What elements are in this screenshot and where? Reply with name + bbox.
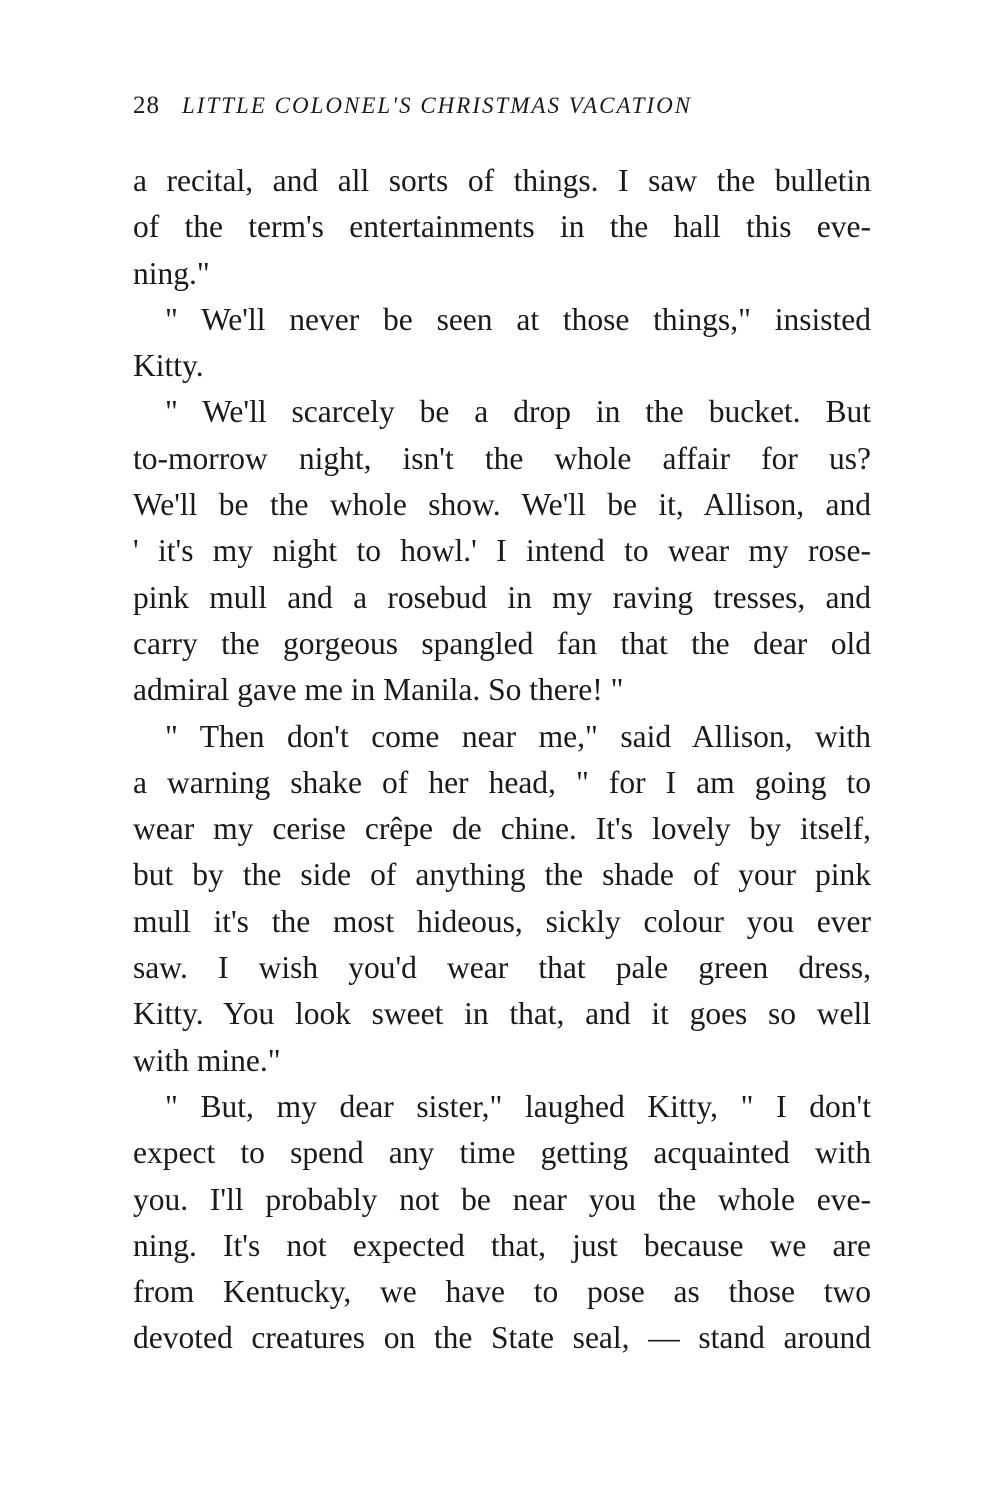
- text-line: but by the side of anything the shade of your pink: [133, 857, 871, 893]
- text-line: to-morrow night, isn't the whole affair for us?: [133, 440, 871, 476]
- text-line: expect to spend any time getting acquainted with: [133, 1135, 871, 1171]
- text-line: saw. I wish you'd wear that pale green dress,: [133, 950, 871, 986]
- body-text: [133, 158, 871, 1362]
- text-line: Kitty.: [133, 348, 204, 384]
- text-line: with mine.": [133, 1042, 281, 1078]
- text-line: ning.": [133, 255, 210, 291]
- text-line: wear my cerise crêpe de chine. It's lovely by itself,: [133, 811, 871, 847]
- text-line: carry the gorgeous spangled fan that the dear old: [133, 625, 871, 661]
- text-line: pink mull and a rosebud in my raving tresses, and: [133, 579, 871, 615]
- text-line: We'll be the whole show. We'll be it, Allison, and: [133, 487, 871, 523]
- text-line: devoted creatures on the State seal, — stand around: [133, 1320, 871, 1356]
- book-page: [133, 88, 871, 1362]
- text-line: admiral gave me in Manila. So there! ": [133, 672, 624, 708]
- running-title: LITTLE COLONEL'S CHRISTMAS VACATION: [182, 93, 693, 118]
- text-line: a recital, and all sorts of things. I saw the bulletin: [133, 163, 871, 198]
- text-line: a warning shake of her head, " for I am going to: [133, 764, 871, 800]
- text-line: ning. It's not expected that, just because we are: [133, 1227, 871, 1263]
- running-header: [133, 88, 871, 124]
- text-line: ' it's my night to howl.' I intend to wear my rose-: [133, 533, 871, 569]
- text-line: from Kentucky, we have to pose as those two: [133, 1274, 871, 1310]
- text-line: " We'll never be seen at those things," insisted: [165, 301, 871, 337]
- text-line: Kitty. You look sweet in that, and it goes so well: [133, 996, 871, 1032]
- text-line: " We'll scarcely be a drop in the bucket. But: [165, 394, 871, 430]
- text-line: of the term's entertainments in the hall this eve-: [133, 209, 871, 245]
- text-line: " But, my dear sister," laughed Kitty, " I don't: [165, 1088, 871, 1124]
- text-line: mull it's the most hideous, sickly colour you ever: [133, 903, 871, 939]
- text-line: you. I'll probably not be near you the whole eve-: [133, 1181, 871, 1217]
- text-line: " Then don't come near me," said Allison, with: [165, 718, 871, 754]
- page-number: 28: [133, 92, 160, 119]
